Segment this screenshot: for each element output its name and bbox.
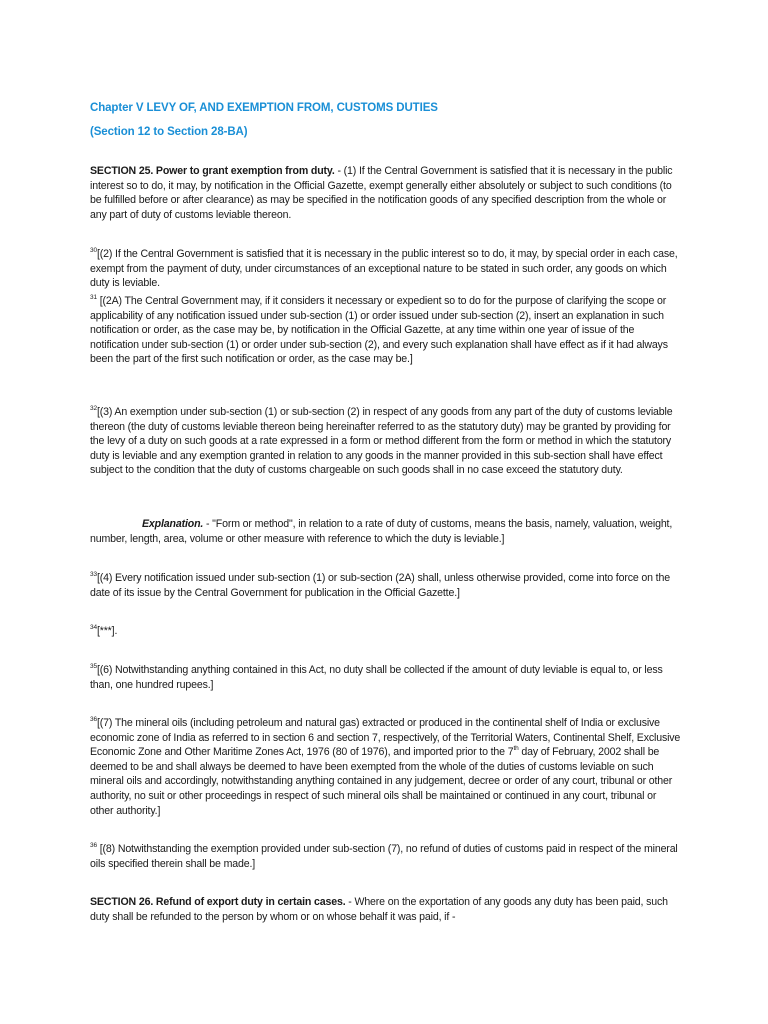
subsection-6-text: [(6) Notwithstanding anything contained in this Act, no duty shall be collected if the amount of duty leviable is equal to, or less than, one hundred rupees.] (90, 664, 663, 691)
subsection-7-paragraph (90, 716, 682, 818)
subsection-8-paragraph (90, 842, 682, 871)
section-26-text: - Where on the exportation of any goods any duty has been paid, such duty shall be refunded to the person by whom or on whose behalf it was paid, if - (90, 896, 668, 923)
subsection-3-text: [(3) An exemption under sub-section (1) or sub-section (2) in respect of any goods from any part of the duty of customs leviable thereon (the duty of customs leviable thereon being hereinafter referred to as the statutory duty) may be granted by providing for the levy of a duty on such goods at a rate expressed in a form or method different from the form or method in which the statutory duty is leviable and any exemption granted in relation to any goods in the manner provided in this sub-section shall have effect subject to the condition that the duty of customs chargeable on such goods shall in no case exceed the statutory duty. (90, 406, 673, 477)
subsection-2-text: [(2) If the Central Government is satisfied that it is necessary in the public interest so to do, it may, by special order in each case, exempt from the payment of duty, under circumstances of an exceptional nature to be stated in such order, any goods on which duty is leviable. (90, 248, 678, 290)
chapter-subtitle: (Section 12 to Section 28-BA) (90, 126, 248, 138)
subsection-2-paragraph (90, 247, 682, 291)
footnote-ref-36: 36 (90, 716, 97, 723)
subsection-7-text-b: day of February, 2002 shall be deemed to be and shall always be deemed to have been exempted from the whole of the duties of customs leviable on such mineral oils and accordingly, notwithstanding anything contained in any judgement, decree or order of any court, tribunal or other authority, no suit or other proceedings in respect of such mineral oils shall be maintained or continued in any court, tribunal or other authority.] (90, 746, 673, 817)
subsection-6-paragraph (90, 663, 682, 692)
footnote-ref-30: 30 (90, 247, 97, 254)
explanation-text: - "Form or method", in relation to a rate of duty of customs, means the basis, namely, valuation, weight, number, length, area, volume or other measure with reference to which the duty is leviable.] (90, 518, 673, 545)
section-25-heading: SECTION 25. Power to grant exemption from duty. (90, 165, 335, 177)
section-26-paragraph (90, 895, 682, 924)
footnote-ref-32: 32 (90, 405, 97, 412)
footnote-ref-31: 31 (90, 294, 97, 301)
subsection-5-paragraph (90, 624, 682, 639)
footnote-ref-34: 34 (90, 624, 97, 631)
explanation-paragraph (90, 517, 682, 546)
section-25-paragraph (90, 164, 682, 222)
subsection-5-text: [***]. (96, 625, 118, 637)
chapter-title: Chapter V LEVY OF, AND EXEMPTION FROM, CUSTOMS DUTIES (90, 102, 438, 114)
footnote-ref-33: 33 (90, 571, 97, 578)
subsection-7-text-a: [(7) The mineral oils (including petroleum and natural gas) extracted or produced in the continental shelf of India or exclusive economic zone of India as referred to in section 6 and section 7, respectively, of the Territorial Waters, Continental Shelf, Exclusive Economic Zone and Other Maritime Zones Act, 1976 (80 of 1976), and imported prior to the 7 (90, 717, 681, 759)
section-26-heading: SECTION 26. Refund of export duty in certain cases. (90, 896, 346, 908)
footnote-ref-35: 35 (90, 663, 97, 670)
subsection-8-text: [(8) Notwithstanding the exemption provided under sub-section (7), no refund of duties of customs paid in respect of the mineral oils specified therein shall be made.] (90, 843, 678, 870)
subsection-2a-text: [(2A) The Central Government may, if it considers it necessary or expedient so to do for the purpose of clarifying the scope or applicability of any notification issued under sub-section (1) or order issued under sub-section (2), insert an explanation in such notification or order, as the case may be, by notification in the Official Gazette, at any time within one year of issue of the notification under sub-section (1) or order under sub-section (2), and every such explanation shall have effect as if it had always been the part of the first such notification or order, as the case may be.] (90, 295, 668, 366)
footnote-ref-36b: 36 (90, 842, 97, 849)
section-25-text: - (1) If the Central Government is satisfied that it is necessary in the public interest so to do, it may, by notification in the Official Gazette, exempt generally either absolutely or subject to such conditions (to be fulfilled before or after clearance) as may be specified in the notification goods of any specified description from the whole or any part of duty of customs leviable thereon. (90, 165, 673, 221)
subsection-2a-paragraph (90, 294, 682, 367)
subsection-4-paragraph (90, 571, 682, 600)
subsection-3-paragraph (90, 405, 682, 478)
explanation-label: Explanation. (142, 518, 204, 530)
ordinal-suffix: th (513, 745, 519, 753)
subsection-4-text: [(4) Every notification issued under sub-section (1) or sub-section (2A) shall, unless otherwise provided, come into force on the date of its issue by the Central Government for publication in the Official Gazette.] (90, 572, 670, 599)
